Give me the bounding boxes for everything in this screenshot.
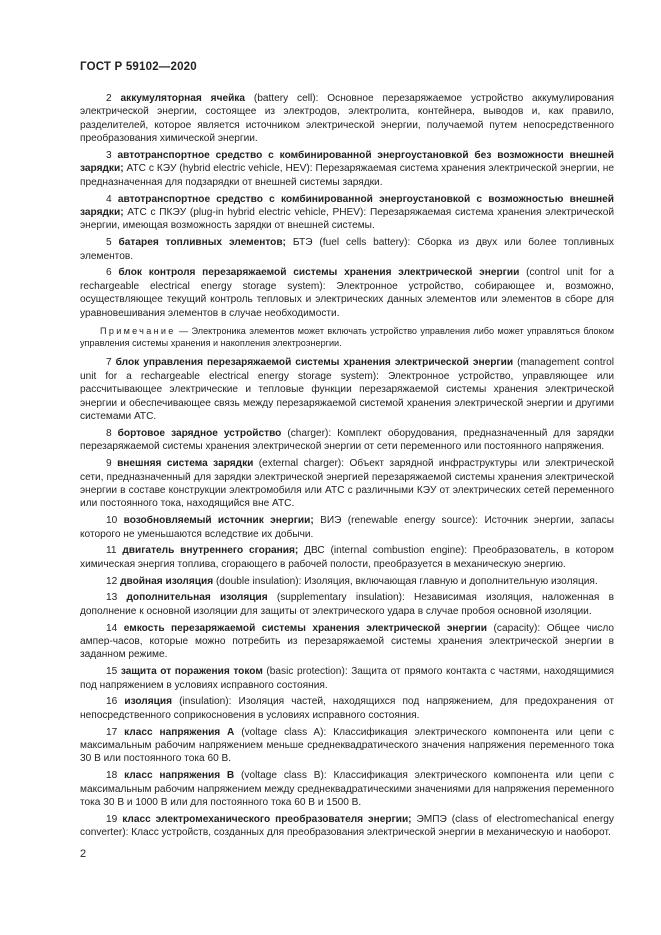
note-label: Примечание — [100, 326, 176, 337]
entry-5: 5 батарея топливных элементов; БТЭ (fuel cells battery): Сборка из двух или более топливных элементов. — [80, 237, 614, 262]
entry-11: 11 двигатель внутреннего сгорания; ДВС (internal combustion engine): Преобразователь, в котором химическая энергия топлива, сгорающего в рабочей полости, преобразуется в механическую энергию. — [80, 545, 614, 570]
entry-12: 12 двойная изоляция (double insulation): Изоляция, включающая главную и дополнительную изоляция. — [106, 575, 598, 587]
note-text: — Электроника элементов может включать устройство управления либо может управляться блоком управления системы хранения и накопления электроэнергии. — [80, 326, 614, 349]
document-header: ГОСТ Р 59102—2020 — [80, 61, 197, 73]
entry-2: 2 аккумуляторная ячейка (battery cell): Основное перезаряжаемое устройство аккумулирования электрической энергии, состоящее из электродов, электролита, контейнера, выводов и, как правило, разделителей, которое является источником электрической энергии, получаемой путем непосредственного преобразования химической энергии. — [80, 93, 614, 145]
entry-19: 19 класс электромеханического преобразователя энергии; ЭМПЭ (class of electromechanical energy converter): Класс устройств, созданных для преобразования электрической энергии в механическую и наоборот. — [80, 813, 614, 839]
entry-3: 3 автотранспортное средство с комбинированной энергоустановкой без возможности внешней зарядки; АТС с КЭУ (hybrid electric vehicle, HEV): Перезаряжаемая система хранения электрической энергии, не предназначенная для подзарядки от внешней системы зарядки. — [80, 150, 614, 188]
entry-7: 7 блок управления перезаряжаемой системы хранения электрической энергии (management control unit for a rechargeable electrical energy storage system): Электронное устройство, управляющее или рассчитывающее электрические и тепловые функции перезаряжаемой системы хранения электрической энергии и обеспечивающее связь между перезаряжаемой системой хранения электрической энергии и другими системами АТС. — [80, 357, 614, 423]
entry-18: 18 класс напряжения В (voltage class B): Классификация электрического компонента или цепи с максимальным рабочим напряжением между среднеквадратическими значениями для напряжения переменного тока 30 В и 1000 В или для постоянного тока 60 В и 1500 В. — [80, 770, 614, 808]
entry-6: 6 блок контроля перезаряжаемой системы хранения электрической энергии (control unit for a rechargeable electrical energy storage system): Электронное устройство, собирающее и, возможно, осуществляющее текущий контроль тепловых и электрических данных элементов или элементов в сборе для уравновешивания элементов в случае необходимости. — [80, 267, 614, 319]
entry-4: 4 автотранспортное средство с комбинированной энергоустановкой с возможностью внешней зарядки; АТС с ПКЭУ (plug-in hybrid electric vehicle, PHEV): Перезаряжаемая система хранения электрической энергии, имеющая возможность зарядки от внешней системы. — [80, 193, 614, 232]
note — [80, 325, 614, 349]
entry-16: 16 изоляция (insulation): Изоляция частей, находящихся под напряжением, для предохранения от непосредственного соприкосновения в условиях исправного состояния. — [80, 696, 614, 721]
entry-9: 9 внешняя система зарядки (external charger): Объект зарядной инфраструктуры или электрической сети, предназначенный для зарядки электрической энергией перезаряжаемой системы хранения электрической энергии в составе конструкции электромобиля или АТС с различными КЭУ от электрических сетей переменного или постоянного тока, находящийся вне АТС. — [80, 458, 614, 510]
entry-15: 15 защита от поражения током (basic protection): Защита от прямого контакта с частями, находящимися под напряжением в условиях исправного состояния. — [80, 666, 614, 691]
entry-8: 8 бортовое зарядное устройство (charger): Комплект оборудования, предназначенный для зарядки перезаряжаемой системы хранения электрической энергии от сети переменного или постоянного напряжения. — [80, 427, 614, 453]
entry-13: 13 дополнительная изоляция (supplementary insulation): Независимая изоляция, наложенная в дополнение к основной изоляции для защиты от электрического удара в случае пробоя основной изоляции. — [80, 592, 614, 617]
entry-10: 10 возобновляемый источник энергии; ВИЭ (renewable energy source): Источник энергии, запасы которого не уменьшаются вследствие их добычи. — [80, 515, 614, 540]
page-number: 2 — [80, 848, 87, 860]
entry-14: 14 емкость перезаряжаемой системы хранения электрической энергии (capacity): Общее число ампер-часов, которые можно потребить из перезаряжаемой системы хранения электрической энергии в заданном режиме. — [80, 622, 614, 661]
entry-17: 17 класс напряжения А (voltage class A): Классификация электрического компонента или цепи с максимальным рабочим напряжением меньше среднеквадратического значения напряжения переменного тока 30 В или постоянного тока 60 В. — [80, 726, 614, 765]
document-body — [80, 92, 614, 843]
